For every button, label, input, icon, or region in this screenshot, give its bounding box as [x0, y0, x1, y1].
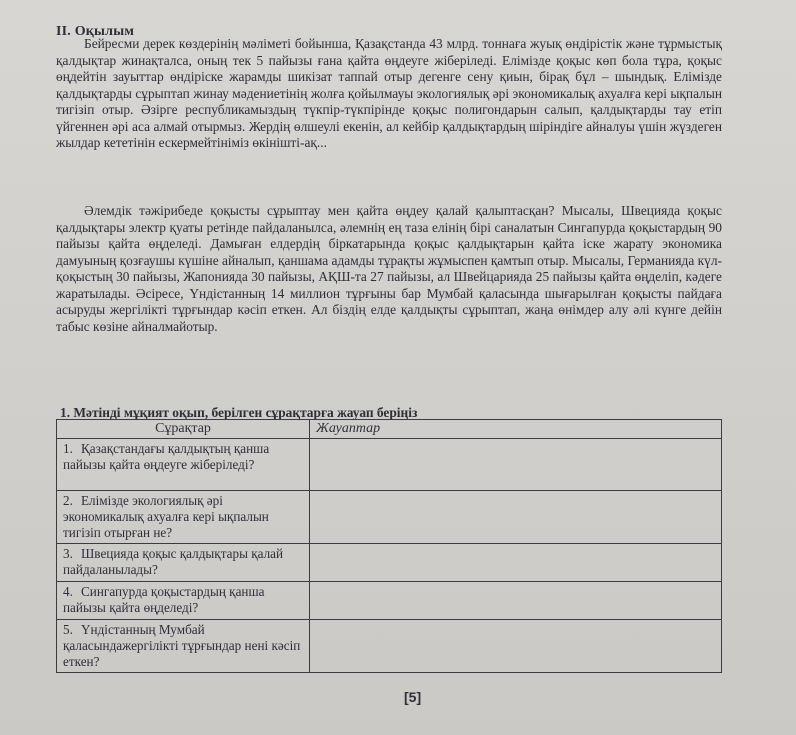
section-title: II. Оқылым — [56, 24, 135, 39]
table-row — [57, 491, 722, 544]
question-cell — [57, 582, 310, 620]
table-row — [57, 544, 722, 582]
question-cell — [57, 544, 310, 582]
question-number: 4. — [63, 584, 73, 599]
question-cell — [57, 620, 310, 673]
question-number: 2. — [63, 493, 73, 508]
answer-cell[interactable] — [310, 620, 722, 673]
question-text: Үндістанның Мумбай қаласындажергілікті тұрғындар нені кәсіп еткен? — [63, 622, 301, 669]
table-header-row — [57, 420, 722, 439]
task-instruction: 1. Мәтінді мұқият оқып, берілген сұрақтарға жауап беріңіз — [60, 405, 418, 420]
question-number: 1. — [63, 441, 73, 456]
question-text: Қазақстандағы қалдықтың қанша пайызы қайта өңдеуге жіберіледі? — [63, 441, 270, 472]
answer-cell[interactable] — [310, 544, 722, 582]
page-marker: [5] — [404, 689, 422, 705]
question-cell — [57, 491, 310, 544]
answers-column-header: Жауаптар — [310, 420, 722, 439]
answer-cell[interactable] — [310, 582, 722, 620]
question-number: 5. — [63, 622, 73, 637]
table-row — [57, 582, 722, 620]
answer-cell[interactable] — [310, 439, 722, 491]
table-row — [57, 620, 722, 673]
table-row — [57, 439, 722, 491]
question-text: Швецияда қоқыс қалдықтары қалай пайдаланылады? — [63, 546, 284, 577]
question-cell — [57, 439, 310, 491]
question-number: 3. — [63, 546, 73, 561]
question-answer-table — [56, 419, 722, 673]
reading-paragraph-1: Бейресми дерек көздерінің мәліметі бойынша, Қазақстанда 43 млрд. тоннаға жуық өндірістік және тұрмыстық қалдықтар жинақталса, оның тек 5 пайызы ғана қайта өңдеуге жіберіледі. Елімізде қоқыс көп бола тұра, қоқыс өңдейтін зауыттар өндіріске жарамды шикізат таппай отыр дегенге сену қиын, бірақ бұл – шындық. Елімізде қалдықтарды сұрыптап жинау мәдениетінің жолға қойылмауы экологиялық әрі экономикалық ахуалға кері ықпалын тигізіп отыр. Әзірге республикамыздың түкпір-түкпірінде қоқыс полигондарын салып, қалдықтарды тау етіп үйгеннен әрі аса алмай отырмыз. Жердің өлшеулі екенін, ал кейбір қалдықтардың шіріндіге айналуы үшін жүздеген жылдар кететінін ескермейтініміз өкінішті-ақ... — [56, 36, 722, 150]
questions-column-header: Сұрақтар — [57, 420, 310, 439]
answer-cell[interactable] — [310, 491, 722, 544]
question-text: Елімізде экологиялық әрі экономикалық ахуалға кері ықпалын тигізіп отырған не? — [63, 493, 269, 540]
reading-paragraph-2: Әлемдік тәжірибеде қоқысты сұрыптау мен қайта өңдеу қалай қалыптасқан? Мысалы, Швецияда қоқыс қалдықтары электр қуаты ретінде пайдаланылса, әлемнің ең таза елінің бірі саналатын Сингапурда қоқыстардың 90 пайызы қайта өңделеді. Дамыған елдердің біркатарында қоқыс қалдықтарын қайта іске жарату экономика дамуының қозғаушы күшіне айналып, қаншама адамды тұрақты жұмыспен қамтып отыр. Мысалы, Германияда күл-қоқыстың 30 пайызы, Жапонияда 30 пайызы, АҚШ-та 27 пайызы, ал Швейцарияда 25 пайызы қайта өңделіп, кәдеге жаратылады. Әсіресе, Үндістанның 14 миллион тұрғыны бар Мумбай қаласында шығарылған қоқысты пайдаға асыруды жергілікті тұрғындар кәсіп еткен. Ал біздің елде қалдықты сұрыптап, жаңа өнімдер алу әлі күнге дейін табыс көзіне айналмайотыр. — [56, 203, 722, 334]
question-text: Сингапурда қоқыстардың қанша пайызы қайта өңделеді? — [63, 584, 265, 615]
